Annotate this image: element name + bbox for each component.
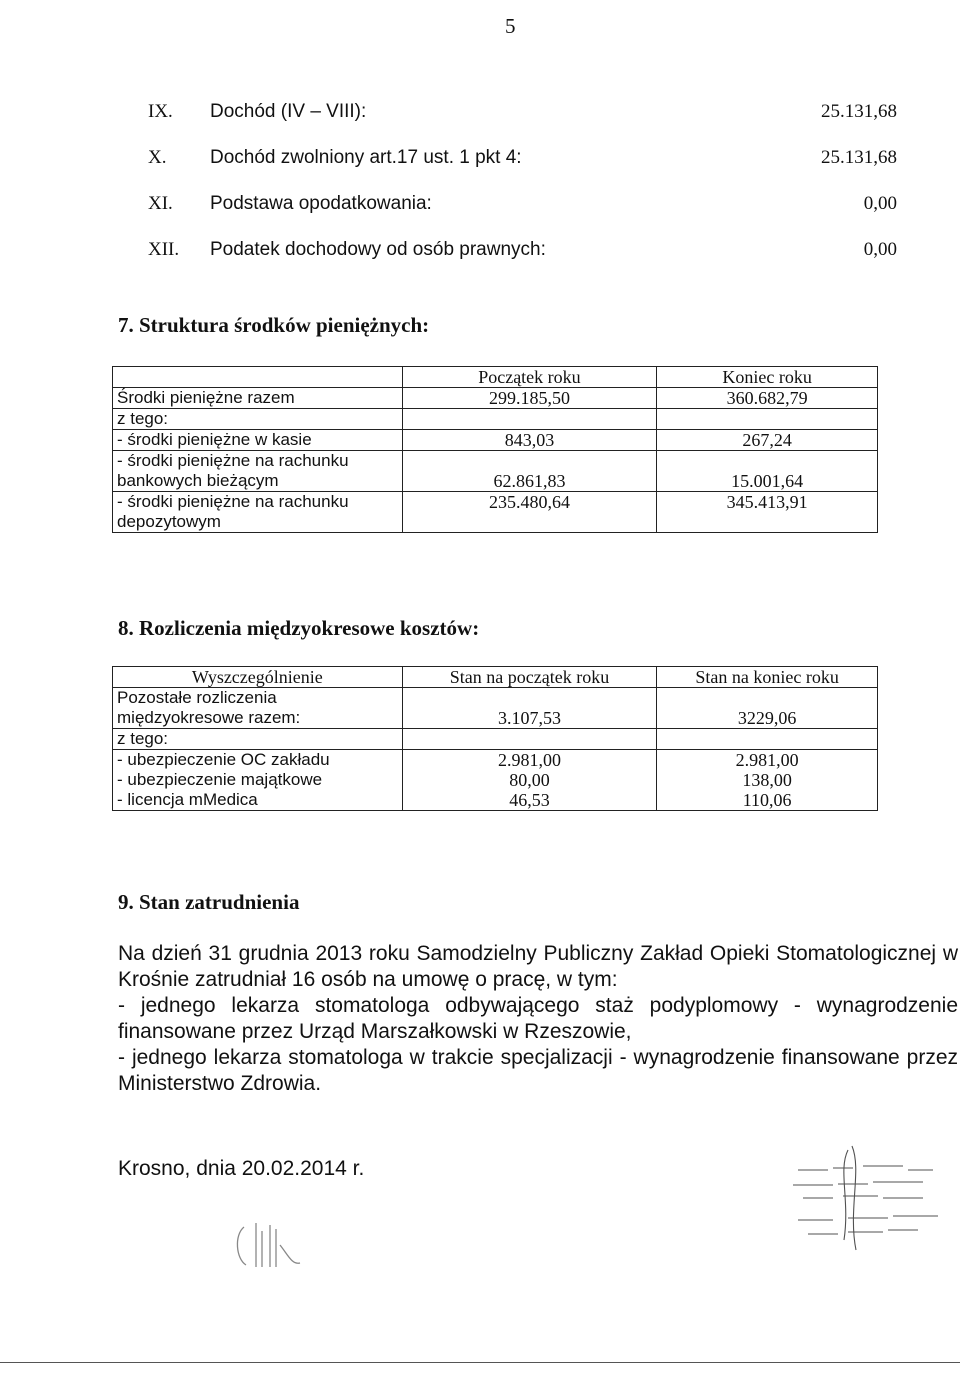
list-number: IX. [148,101,173,122]
row-label: - ubezpieczenie OC zakładu [113,750,403,771]
cell-start: 3.107,53 [402,688,657,729]
table-row [113,750,878,771]
cell-start [402,409,657,430]
row-label: - środki pieniężne na rachunku depozytowym [113,492,403,533]
signature-image [230,1215,310,1275]
table-row [113,451,878,492]
section-8-heading: 8. Rozliczenia międzyokresowe kosztów: [118,616,480,640]
cell-start: 843,03 [402,430,657,451]
cell-end: 3229,06 [657,688,878,729]
table-header-row [113,367,878,388]
row-label: - ubezpieczenie majątkowe [113,770,403,790]
header-cell: Początek roku [402,367,657,388]
row-label: z tego: [113,409,403,430]
cell-start: 2.981,00 [402,750,657,771]
cell-start: 299.185,50 [402,388,657,409]
table-row [113,770,878,790]
place-date: Krosno, dnia 20.02.2014 r. [118,1157,365,1180]
prepaid-costs-table [112,666,878,811]
list-label: Dochód (IV – VIII): [210,101,367,122]
row-label: - środki pieniężne na rachunku bankowych bieżącym [113,451,403,492]
list-number: XII. [148,239,180,260]
official-stamp-image [778,1140,958,1260]
header-cell-empty [113,367,403,388]
list-label: Podatek dochodowy od osób prawnych: [210,239,546,260]
table-row [113,430,878,451]
section-7-heading: 7. Struktura środków pieniężnych: [118,313,430,337]
employment-paragraph [118,941,958,1097]
table-row [113,388,878,409]
header-cell: Koniec roku [657,367,878,388]
page-bottom-rule [0,1362,960,1363]
cell-start: 62.861,83 [402,451,657,492]
list-value: 0,00 [863,193,897,214]
row-label: - licencja mMedica [113,790,403,811]
list-value: 25.131,68 [821,147,897,168]
list-value: 0,00 [863,239,897,260]
cell-end: 345.413,91 [657,492,878,533]
cell-start: 235.480,64 [402,492,657,533]
page-number: 5 [505,14,516,38]
cell-start: 46,53 [402,790,657,811]
header-cell: Wyszczególnienie [113,667,403,688]
table-row [113,729,878,750]
header-cell: Stan na koniec roku [657,667,878,688]
table-row [113,688,878,729]
row-label: - środki pieniężne w kasie [113,430,403,451]
cell-end: 267,24 [657,430,878,451]
cell-end: 138,00 [657,770,878,790]
list-value: 25.131,68 [821,101,897,122]
list-label: Dochód zwolniony art.17 ust. 1 pkt 4: [210,147,522,168]
list-label: Podstawa opodatkowania: [210,193,432,214]
paragraph-text: - jednego lekarza stomatologa w trakcie specjalizacji - wynagrodzenie finansowane przez Ministerstwo Zdrowia. [118,1046,958,1095]
paragraph-text: Na dzień 31 grudnia 2013 roku Samodzielny Publiczny Zakład Opieki Stomatologicznej w Krośnie zatrudniał 16 osób na umowę o pracę, w tym: [118,942,958,991]
cell-end [657,409,878,430]
section-9-heading: 9. Stan zatrudnienia [118,890,300,914]
cell-end [657,729,878,750]
table-row [113,790,878,811]
row-label: z tego: [113,729,403,750]
table-header-row [113,667,878,688]
cash-structure-table [112,366,878,533]
cell-end: 110,06 [657,790,878,811]
cell-start [402,729,657,750]
cell-end: 2.981,00 [657,750,878,771]
cell-end: 15.001,64 [657,451,878,492]
cell-start: 80,00 [402,770,657,790]
row-label: Pozostałe rozliczenia międzyokresowe razem: [113,688,403,729]
header-cell: Stan na początek roku [402,667,657,688]
paragraph-text: - jednego lekarza stomatologa odbywającego staż podyplomowy - wynagrodzenie finansowane przez Urząd Marszałkowski w Rzeszowie, [118,994,958,1043]
table-row [113,409,878,430]
list-number: XI. [148,193,173,214]
row-label: Środki pieniężne razem [113,388,403,409]
cell-end: 360.682,79 [657,388,878,409]
table-row [113,492,878,533]
list-number: X. [148,147,167,168]
